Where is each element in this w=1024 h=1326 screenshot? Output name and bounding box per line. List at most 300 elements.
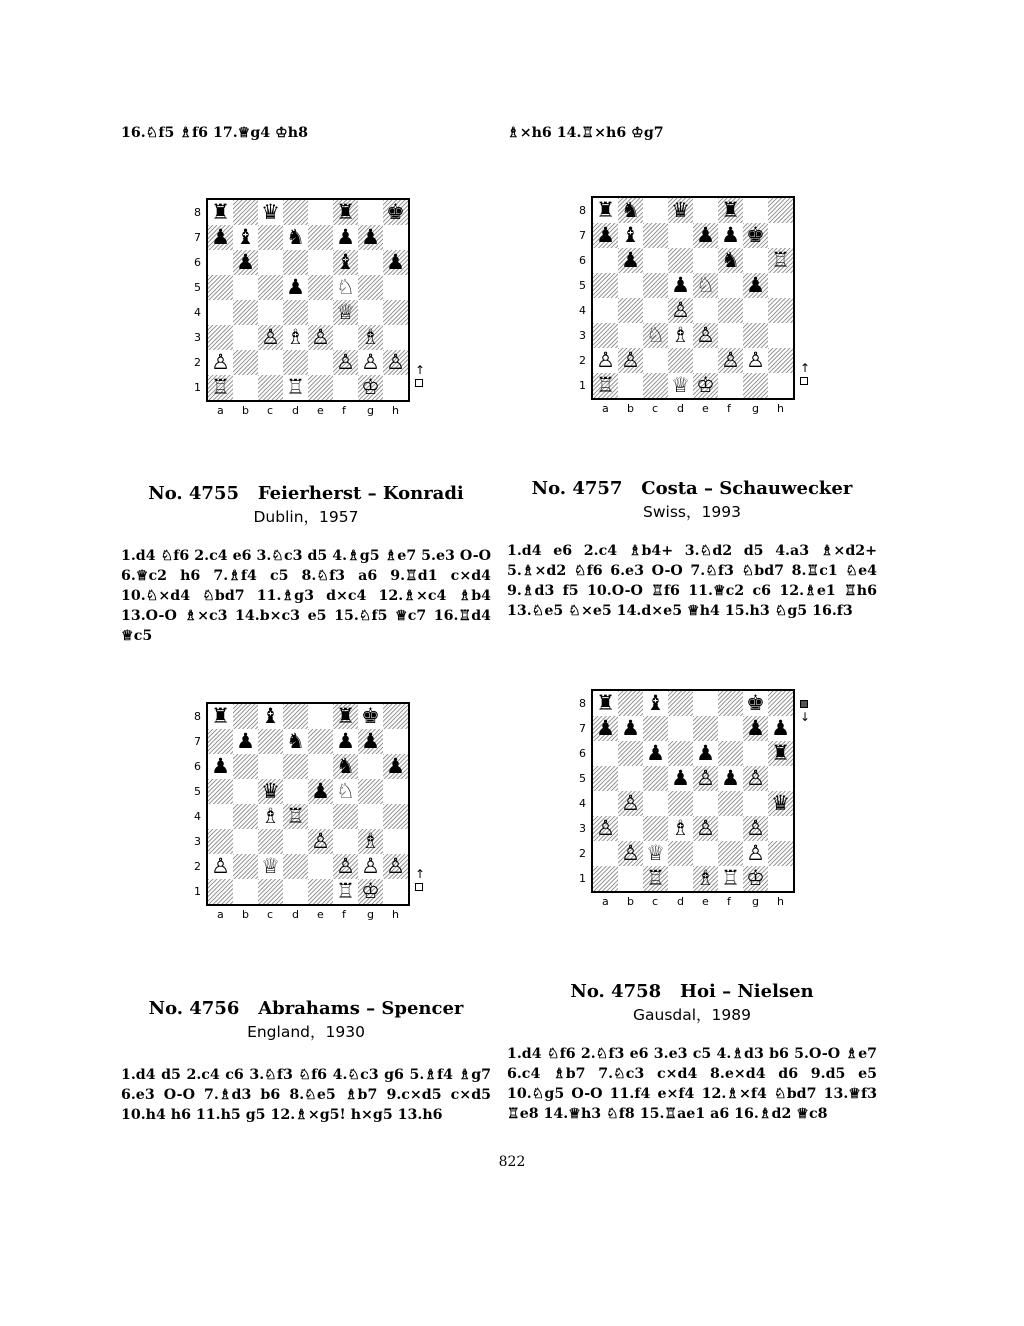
rank-label: 8 <box>194 206 201 219</box>
white-rook-icon: ♖ <box>286 375 305 399</box>
white-pawn-icon: ♙ <box>746 841 765 865</box>
white-queen-icon: ♕ <box>336 300 355 324</box>
black-bishop-icon: ♝ <box>261 704 280 728</box>
board-square <box>768 298 793 323</box>
game-number: No. 4757 <box>531 478 623 499</box>
rank-label: 7 <box>194 735 201 748</box>
white-to-move-icon: ↑ <box>800 362 810 388</box>
file-label: c <box>267 908 274 921</box>
file-label: e <box>317 404 324 417</box>
black-queen-icon: ♛ <box>261 200 280 224</box>
black-pawn-icon: ♟ <box>746 273 765 297</box>
board-square <box>693 248 718 273</box>
white-queen-icon: ♕ <box>646 841 665 865</box>
board-square <box>258 350 283 375</box>
black-queen-icon: ♛ <box>771 791 790 815</box>
black-bishop-icon: ♝ <box>646 691 665 715</box>
black-pawn-icon: ♟ <box>671 766 690 790</box>
board-square <box>358 300 383 325</box>
board-square <box>233 325 258 350</box>
board-square <box>668 248 693 273</box>
black-rook-icon: ♜ <box>596 198 615 222</box>
board-square <box>233 275 258 300</box>
black-pawn-icon: ♟ <box>361 729 380 753</box>
board-square <box>208 729 233 754</box>
board-square <box>693 791 718 816</box>
board-square <box>308 250 333 275</box>
file-label: c <box>652 402 659 415</box>
black-pawn-icon: ♟ <box>236 729 255 753</box>
file-label: e <box>702 402 709 415</box>
white-pawn-icon: ♙ <box>621 348 640 372</box>
black-to-move-icon: ↓ <box>800 697 810 723</box>
rank-label: 7 <box>579 722 586 735</box>
rank-label: 5 <box>194 785 201 798</box>
black-pawn-icon: ♟ <box>696 223 715 247</box>
rank-label: 4 <box>194 306 201 319</box>
board-square <box>308 754 333 779</box>
board-square <box>693 841 718 866</box>
file-label: d <box>677 402 684 415</box>
rank-label: 2 <box>194 860 201 873</box>
board-square <box>693 198 718 223</box>
top-left-moves: 16.♘f5 ♗f6 17.♕g4 ♔h8 <box>121 125 308 141</box>
game-moves-4756: 1.d4 d5 2.c4 c6 3.♘f3 ♘f6 4.♘c3 g6 5.♗f4 ♗g7 6.e3 O-O 7.♗d3 b6 8.♘e5 ♗b7 9.c×d5 c×d5 10.h4 h6 11.h5 g5 12.♗×g5! h×g5 13.h6 <box>121 1067 491 1123</box>
board-square <box>643 766 668 791</box>
game-title-4755 <box>121 482 491 528</box>
board-square <box>258 829 283 854</box>
rank-label: 1 <box>579 872 586 885</box>
file-label: b <box>627 402 634 415</box>
rank-label: 5 <box>194 281 201 294</box>
file-label: g <box>367 404 374 417</box>
file-label: d <box>292 404 299 417</box>
black-knight-icon: ♞ <box>336 754 355 778</box>
white-bishop-icon: ♗ <box>361 829 380 853</box>
board-square <box>333 375 358 400</box>
file-label: b <box>242 908 249 921</box>
board-square <box>233 375 258 400</box>
board-square <box>258 375 283 400</box>
game-players: Feierherst – Konradi <box>257 483 464 504</box>
rank-label: 3 <box>194 835 201 848</box>
board-square <box>358 779 383 804</box>
board-square <box>593 841 618 866</box>
board-square <box>208 879 233 904</box>
file-label: d <box>677 895 684 908</box>
board-square <box>643 816 668 841</box>
black-pawn-icon: ♟ <box>596 223 615 247</box>
board-square <box>643 373 668 398</box>
chess-diagram-4756 <box>190 700 430 925</box>
white-pawn-icon: ♙ <box>621 791 640 815</box>
file-label: a <box>602 895 609 908</box>
board-square <box>308 879 333 904</box>
black-king-icon: ♚ <box>386 200 405 224</box>
board-square <box>283 879 308 904</box>
board-square <box>383 704 408 729</box>
board-square <box>208 779 233 804</box>
white-to-move-icon: ↑ <box>415 868 425 894</box>
black-pawn-icon: ♟ <box>646 741 665 765</box>
board-square <box>693 298 718 323</box>
rank-label: 6 <box>194 256 201 269</box>
board-square <box>233 854 258 879</box>
board-square <box>668 741 693 766</box>
black-rook-icon: ♜ <box>771 741 790 765</box>
board-square <box>383 375 408 400</box>
board-square <box>718 323 743 348</box>
white-rook-icon: ♖ <box>721 866 740 890</box>
board-square <box>283 350 308 375</box>
file-label: h <box>392 404 399 417</box>
board-square <box>233 300 258 325</box>
black-knight-icon: ♞ <box>721 248 740 272</box>
board-square <box>308 375 333 400</box>
rank-label: 5 <box>579 772 586 785</box>
board-square <box>208 325 233 350</box>
board-square <box>743 741 768 766</box>
rank-label: 7 <box>579 229 586 242</box>
game-title-4756 <box>121 997 491 1043</box>
top-right-moves: ♗×h6 14.♖×h6 ♔g7 <box>507 125 664 141</box>
black-pawn-icon: ♟ <box>696 741 715 765</box>
board-square <box>258 879 283 904</box>
white-rook-icon: ♖ <box>286 804 305 828</box>
rank-label: 1 <box>194 381 201 394</box>
black-pawn-icon: ♟ <box>336 729 355 753</box>
white-pawn-icon: ♙ <box>336 854 355 878</box>
rank-label: 3 <box>194 331 201 344</box>
board-square <box>668 691 693 716</box>
black-king-icon: ♚ <box>746 691 765 715</box>
white-bishop-icon: ♗ <box>361 325 380 349</box>
game-place: Dublin，1957 <box>253 508 359 526</box>
game-number: No. 4755 <box>148 483 240 504</box>
white-king-icon: ♔ <box>696 373 715 397</box>
board-square <box>668 791 693 816</box>
black-pawn-icon: ♟ <box>621 716 640 740</box>
board-square <box>383 879 408 904</box>
board-square <box>593 866 618 891</box>
board-square <box>643 248 668 273</box>
board-square <box>233 754 258 779</box>
board-square <box>208 804 233 829</box>
black-knight-icon: ♞ <box>621 198 640 222</box>
board-square <box>358 250 383 275</box>
white-pawn-icon: ♙ <box>746 766 765 790</box>
white-bishop-icon: ♗ <box>696 866 715 890</box>
black-pawn-icon: ♟ <box>361 225 380 249</box>
board-square <box>743 198 768 223</box>
white-bishop-icon: ♗ <box>671 323 690 347</box>
white-rook-icon: ♖ <box>336 879 355 903</box>
white-king-icon: ♔ <box>746 866 765 890</box>
file-label: f <box>727 895 731 908</box>
white-pawn-icon: ♙ <box>696 323 715 347</box>
black-bishop-icon: ♝ <box>336 250 355 274</box>
file-label: h <box>392 908 399 921</box>
board-square <box>693 691 718 716</box>
board-square <box>283 200 308 225</box>
board-square <box>208 275 233 300</box>
file-label: a <box>217 908 224 921</box>
white-knight-icon: ♘ <box>336 779 355 803</box>
board-square <box>258 300 283 325</box>
rank-label: 2 <box>579 354 586 367</box>
game-place: Gausdal，1989 <box>633 1006 751 1024</box>
white-pawn-icon: ♙ <box>746 348 765 372</box>
white-queen-icon: ♕ <box>261 854 280 878</box>
board-square <box>718 791 743 816</box>
chess-board <box>591 689 795 893</box>
board-square <box>383 300 408 325</box>
rank-label: 5 <box>579 279 586 292</box>
board-square <box>283 704 308 729</box>
board-square <box>743 248 768 273</box>
white-pawn-icon: ♙ <box>311 325 330 349</box>
black-pawn-icon: ♟ <box>721 223 740 247</box>
black-pawn-icon: ♟ <box>211 225 230 249</box>
black-knight-icon: ♞ <box>286 225 305 249</box>
board-square <box>208 250 233 275</box>
board-square <box>383 829 408 854</box>
game-place: Swiss，1993 <box>643 503 741 521</box>
board-square <box>593 298 618 323</box>
board-square <box>308 300 333 325</box>
rank-label: 6 <box>579 254 586 267</box>
board-square <box>718 273 743 298</box>
board-square <box>768 816 793 841</box>
black-king-icon: ♚ <box>746 223 765 247</box>
white-pawn-icon: ♙ <box>261 325 280 349</box>
black-pawn-icon: ♟ <box>336 225 355 249</box>
game-place: England，1930 <box>247 1023 365 1041</box>
white-to-move-icon: ↑ <box>415 364 425 390</box>
chess-diagram-4757 <box>575 194 815 419</box>
board-square <box>593 273 618 298</box>
black-knight-icon: ♞ <box>286 729 305 753</box>
black-king-icon: ♚ <box>361 704 380 728</box>
black-rook-icon: ♜ <box>211 200 230 224</box>
game-players: Abrahams – Spencer <box>258 998 464 1019</box>
black-pawn-icon: ♟ <box>596 716 615 740</box>
board-square <box>643 791 668 816</box>
white-rook-icon: ♖ <box>211 375 230 399</box>
white-pawn-icon: ♙ <box>671 298 690 322</box>
page-number: 822 <box>498 1154 526 1170</box>
board-square <box>333 325 358 350</box>
rank-label: 1 <box>194 885 201 898</box>
board-square <box>618 766 643 791</box>
board-square <box>308 350 333 375</box>
board-square <box>283 754 308 779</box>
board-square <box>668 223 693 248</box>
board-square <box>668 716 693 741</box>
black-pawn-icon: ♟ <box>311 779 330 803</box>
rank-label: 8 <box>194 710 201 723</box>
board-square <box>718 741 743 766</box>
black-bishop-icon: ♝ <box>621 223 640 247</box>
file-label: e <box>702 895 709 908</box>
white-knight-icon: ♘ <box>696 273 715 297</box>
board-square <box>718 298 743 323</box>
board-square <box>258 275 283 300</box>
black-pawn-icon: ♟ <box>286 275 305 299</box>
rank-label: 3 <box>579 329 586 342</box>
board-square <box>208 300 233 325</box>
rank-label: 8 <box>579 204 586 217</box>
file-label: b <box>627 895 634 908</box>
white-bishop-icon: ♗ <box>261 804 280 828</box>
board-square <box>358 804 383 829</box>
board-square <box>743 791 768 816</box>
game-moves-4757: 1.d4 e6 2.c4 ♗b4+ 3.♘d2 d5 4.a3 ♗×d2+ 5.♗×d2 ♘f6 6.e3 O-O 7.♘f3 ♘bd7 8.♖c1 ♘e4 9.♗d3 f5 10.O-O ♖f6 11.♕c2 c6 12.♗e1 ♖h6 13.♘e5 ♘×e5 14.d×e5 ♕h4 15.h3 ♘g5 16.f3 <box>507 543 877 619</box>
file-label: d <box>292 908 299 921</box>
board-square <box>768 866 793 891</box>
board-square <box>308 729 333 754</box>
board-square <box>258 729 283 754</box>
file-label: h <box>777 402 784 415</box>
file-label: h <box>777 895 784 908</box>
black-pawn-icon: ♟ <box>721 766 740 790</box>
board-square <box>768 273 793 298</box>
white-pawn-icon: ♙ <box>721 348 740 372</box>
white-pawn-icon: ♙ <box>696 766 715 790</box>
board-square <box>768 198 793 223</box>
file-label: c <box>267 404 274 417</box>
board-square <box>593 323 618 348</box>
board-square <box>383 275 408 300</box>
rank-label: 4 <box>579 797 586 810</box>
file-label: f <box>727 402 731 415</box>
board-square <box>383 729 408 754</box>
black-pawn-icon: ♟ <box>386 754 405 778</box>
black-rook-icon: ♜ <box>336 200 355 224</box>
board-square <box>643 198 668 223</box>
file-label: c <box>652 895 659 908</box>
board-square <box>643 716 668 741</box>
black-pawn-icon: ♟ <box>386 250 405 274</box>
white-rook-icon: ♖ <box>646 866 665 890</box>
board-square <box>308 804 333 829</box>
file-label: g <box>367 908 374 921</box>
board-square <box>333 804 358 829</box>
rank-label: 2 <box>194 356 201 369</box>
board-square <box>258 225 283 250</box>
black-rook-icon: ♜ <box>596 691 615 715</box>
rank-label: 7 <box>194 231 201 244</box>
black-rook-icon: ♜ <box>211 704 230 728</box>
board-square <box>618 691 643 716</box>
white-rook-icon: ♖ <box>596 373 615 397</box>
white-queen-icon: ♕ <box>671 373 690 397</box>
board-square <box>308 200 333 225</box>
board-square <box>718 816 743 841</box>
board-square <box>768 691 793 716</box>
game-moves-4758: 1.d4 ♘f6 2.♘f3 e6 3.e3 c5 4.♗d3 b6 5.O-O ♗e7 6.c4 ♗b7 7.♘c3 c×d4 8.e×d4 d6 9.d5 e5 10.♘g5 O-O 11.f4 e×f4 12.♗×f4 ♘bd7 13.♕f3 ♖e8 14.♕h3 ♘f8 15.♖ae1 a6 16.♗d2 ♕c8 <box>507 1046 877 1122</box>
board-square <box>308 704 333 729</box>
black-queen-icon: ♛ <box>671 198 690 222</box>
game-number: No. 4758 <box>570 981 662 1002</box>
white-pawn-icon: ♙ <box>361 350 380 374</box>
board-square <box>258 250 283 275</box>
white-knight-icon: ♘ <box>646 323 665 347</box>
white-knight-icon: ♘ <box>336 275 355 299</box>
board-square <box>643 298 668 323</box>
rank-label: 8 <box>579 697 586 710</box>
board-square <box>743 323 768 348</box>
white-pawn-icon: ♙ <box>386 854 405 878</box>
white-pawn-icon: ♙ <box>336 350 355 374</box>
white-pawn-icon: ♙ <box>596 348 615 372</box>
white-king-icon: ♔ <box>361 879 380 903</box>
board-square <box>358 754 383 779</box>
board-square <box>283 300 308 325</box>
game-moves-4755: 1.d4 ♘f6 2.c4 e6 3.♘c3 d5 4.♗g5 ♗e7 5.e3 O-O 6.♕c2 h6 7.♗f4 c5 8.♘f3 a6 9.♖d1 c×d4 10.♘×d4 ♘bd7 11.♗g3 d×c4 12.♗×c4 ♗b4 13.O-O ♗×c3 14.b×c3 e5 15.♘f5 ♕c7 16.♖d4 ♕c5 <box>121 548 491 644</box>
board-square <box>233 779 258 804</box>
black-pawn-icon: ♟ <box>746 716 765 740</box>
board-square <box>618 866 643 891</box>
board-square <box>718 373 743 398</box>
board-square <box>743 373 768 398</box>
chess-diagram-4758 <box>575 687 815 912</box>
board-square <box>618 373 643 398</box>
file-label: g <box>752 895 759 908</box>
board-square <box>618 273 643 298</box>
board-square <box>768 841 793 866</box>
board-square <box>358 200 383 225</box>
board-square <box>333 829 358 854</box>
board-square <box>718 691 743 716</box>
black-bishop-icon: ♝ <box>236 225 255 249</box>
game-players: Costa – Schauwecker <box>641 478 853 499</box>
black-rook-icon: ♜ <box>336 704 355 728</box>
board-square <box>308 854 333 879</box>
file-label: f <box>342 404 346 417</box>
board-square <box>693 348 718 373</box>
white-pawn-icon: ♙ <box>386 350 405 374</box>
file-label: g <box>752 402 759 415</box>
board-square <box>668 348 693 373</box>
rank-label: 4 <box>579 304 586 317</box>
white-rook-icon: ♖ <box>771 248 790 272</box>
board-square <box>283 779 308 804</box>
board-square <box>743 298 768 323</box>
game-title-4758 <box>507 980 877 1026</box>
board-square <box>283 854 308 879</box>
board-square <box>283 829 308 854</box>
black-pawn-icon: ♟ <box>671 273 690 297</box>
board-square <box>643 223 668 248</box>
white-pawn-icon: ♙ <box>746 816 765 840</box>
board-square <box>693 716 718 741</box>
file-label: f <box>342 908 346 921</box>
board-square <box>593 766 618 791</box>
board-square <box>618 298 643 323</box>
board-square <box>233 804 258 829</box>
white-pawn-icon: ♙ <box>621 841 640 865</box>
board-square <box>618 741 643 766</box>
board-square <box>383 779 408 804</box>
board-square <box>768 373 793 398</box>
game-players: Hoi – Nielsen <box>679 981 814 1002</box>
rank-label: 3 <box>579 822 586 835</box>
file-label: e <box>317 908 324 921</box>
board-square <box>768 223 793 248</box>
black-queen-icon: ♛ <box>261 779 280 803</box>
board-square <box>383 325 408 350</box>
